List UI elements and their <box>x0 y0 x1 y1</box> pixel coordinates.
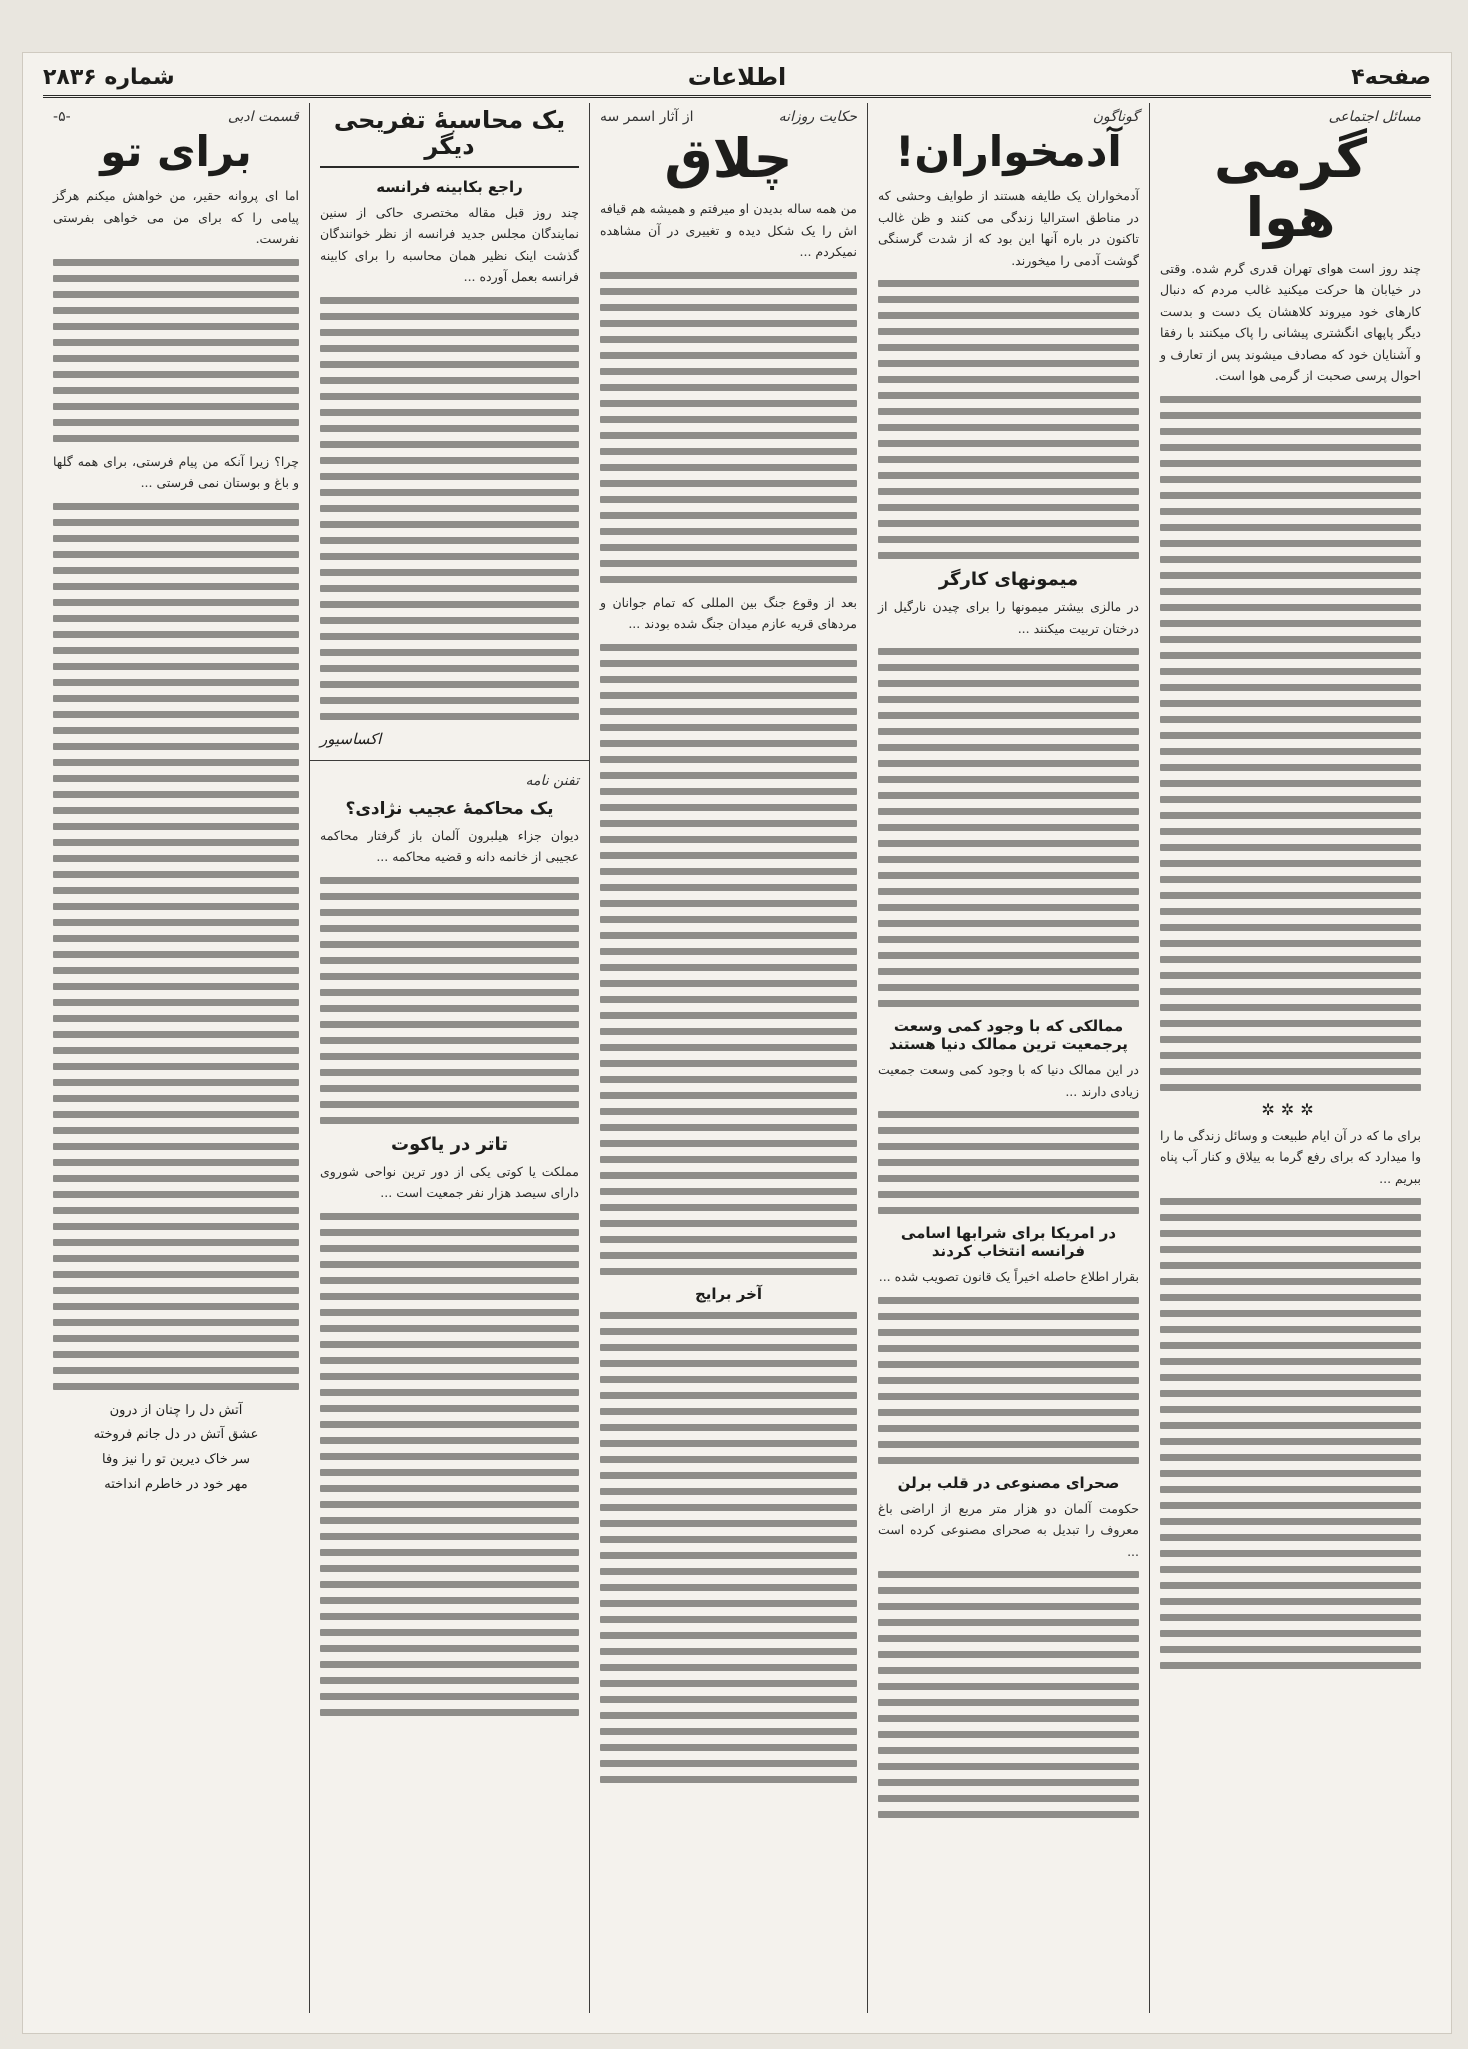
text-lines <box>878 1571 1139 1818</box>
body-mohakeme: دیوان جزاء هیلبرون آلمان باز گرفتار محاکمه عجیبی از خانمه دانه و قضیه محاکمه ... <box>320 827 579 865</box>
body-cabinet: چند روز قبل مقاله مختصری حاکی از سنین نمایندگان مجلس جدید فرانسه از نظر خوانندگان گذشت اینک نظیر همان محاسبه را برای کابینه فرانسه بعمل آورده ... <box>320 204 579 285</box>
literary-lead: اما ای پروانه حقیر، من خواهش میکنم هرگز پیامی را که برای من می خواهی بفرستی نفرست. <box>53 188 299 247</box>
article-lead: چند روز است هوای تهران قدری گرم شده. وقتی در خیابان ها حرکت میکنید غالب مردم که دنبال کارهای خود میروند کلاهشان یک دست و بدست دیگر پاپهای انگشتری پیشانی را پاک میکنند با رفقا و آشنایان خود که مصادف میشوند پس از تعارف و احوال پرسی صحبت از گرمی هوا است. <box>1160 260 1421 384</box>
subhead-sharab: در امریکا برای شرابها اسامی فرانسه انتخاب کردند <box>900 1224 1117 1261</box>
poem-line: عشق آتش در دل جانم فروخته <box>93 1427 259 1443</box>
section-marker: ✲✲✲ <box>1261 1099 1320 1119</box>
story-lead: من همه ساله بدیدن او میرفتم و همیشه هم قیافه اش را یک شکل دیده و تغییری در آن مشاهده نمیکردم ... <box>600 201 857 260</box>
headline-mohasebe: یک محاسبهٔ تفریحی دیگر <box>320 107 579 168</box>
text-lines <box>878 280 1139 559</box>
subhead-mohakeme: یک محاکمهٔ عجیب نژادی؟ <box>345 798 554 819</box>
story-body: بعد از وقوع جنگ بین المللی که تمام جوانان و مردهای قریه عازم میدان جنگ شده بودند ... <box>600 594 857 632</box>
poem-verses <box>53 1399 299 1498</box>
body-mamalek: در این ممالک دنیا که با وجود کمی وسعت جمعیت زیادی دارند ... <box>878 1062 1139 1099</box>
page-label: صفحه۴ <box>1351 65 1431 90</box>
text-lines <box>878 1297 1139 1464</box>
subhead-mamalek: ممالکی که با وجود کمی وسعت پرجمعیت ترین ممالک دنیا هستند <box>889 1017 1128 1054</box>
text-lines <box>878 1111 1139 1214</box>
text-lines <box>53 259 299 442</box>
poem-line: آتش دل را چنان از درون <box>109 1402 243 1418</box>
columns <box>43 103 1431 2013</box>
headline-adamkharan: آدمخواران! <box>895 127 1122 176</box>
body-sahra: حکومت آلمان دو هزار متر مربع از اراضی باغ معروف را تبدیل به صحرای مصنوعی کرده است ... <box>878 1500 1139 1559</box>
story-source: از آثار اسمر سه <box>600 109 694 125</box>
subhead-maimoon: میمونهای کارگر <box>938 569 1079 591</box>
column-mohasebe <box>309 103 589 2013</box>
headline-chalagh: چلاق <box>664 127 793 190</box>
kicker-misc: گوناگون <box>1092 109 1139 125</box>
signature: اکساسیور <box>320 729 382 748</box>
headline-baraye-to: برای تو <box>100 127 252 176</box>
masthead <box>43 61 1431 98</box>
text-lines <box>320 297 579 720</box>
text-lines <box>53 503 299 1390</box>
article-lead: آدمخواران یک طایفه هستند از طوایف وحشی که در مناطق استرالیا زندگی می کنند و ظن غالب تاکنون در باره آنها این بود که از شدت گرسنگی گوشت آدمی را میخورند. <box>878 188 1139 268</box>
text-lines <box>600 272 857 583</box>
newspaper-page <box>22 52 1452 2034</box>
text-lines-lower <box>1160 1198 1421 1669</box>
column-adamkharan <box>867 103 1149 2013</box>
text-lines <box>600 1312 857 1783</box>
kicker-tafannon: تفنن نامه <box>525 772 579 789</box>
text-lines <box>1160 396 1421 1091</box>
body-maimoon: در مالزی بیشتر میمونها را برای چیدن نارگیل از درختان تربیت میکنند ... <box>878 599 1139 636</box>
text-lines <box>878 648 1139 1007</box>
text-lines <box>600 644 857 1275</box>
subhead-teatr: تاتر در یاکوت <box>391 1133 508 1155</box>
subhead-sahra: صحرای مصنوعی در قلب برلن <box>897 1473 1120 1492</box>
kicker-daily-story: حکایت روزانه <box>778 109 857 125</box>
column-garmi-hava <box>1149 103 1431 2013</box>
column-chalagh <box>589 103 867 2013</box>
body-sharab: بقرار اطلاع حاصله اخیراً یک قانون تصویب شده ... <box>878 1269 1139 1285</box>
poem-line: مهر خود در خاطرم انداخته <box>104 1476 248 1492</box>
paper-name: اطلاعات <box>687 63 787 91</box>
literary-body: چرا؟ زیرا آنکه من پیام فرستی، برای همه گلها و باغ و بوستان نمی فرستی ... <box>53 453 299 491</box>
headline-garmi-hava: گرمی هوا <box>1213 127 1368 250</box>
subhead-cabinet: راجع بکابینه فرانسه <box>376 177 523 196</box>
body-teatr: مملکت یا کوتی یکی از دور ترین نواحی شوروی دارای سیصد هزار نفر جمعیت است ... <box>320 1163 579 1201</box>
article-lower: برای ما که در آن ایام طبیعت و وسائل زندگی ما را وا میدارد که برای رفع گرما به ییلاق و کنار آب پناه ببریم ... <box>1160 1127 1421 1186</box>
chapter-mark: آخر برایج <box>694 1284 763 1303</box>
issue-label: شماره ۲۸۳۶ <box>43 65 175 90</box>
text-lines <box>320 877 579 1124</box>
page-number-mark: -۵- <box>53 109 71 125</box>
text-lines <box>320 1213 579 1716</box>
kicker-literary: قسمت ادبی <box>227 109 299 125</box>
column-baraye-to <box>43 103 309 2013</box>
poem-line: سر خاک دیرین تو را نیز وفا <box>102 1452 250 1468</box>
kicker-social: مسائل اجتماعی <box>1328 109 1421 125</box>
